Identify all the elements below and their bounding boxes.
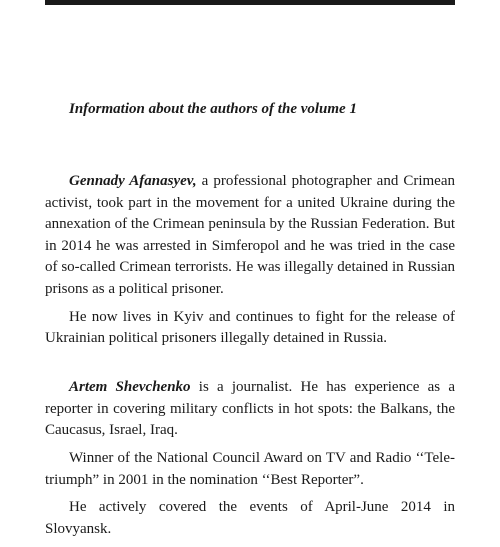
- author-bio-afanasyev: [45, 171, 455, 356]
- author-bio-shevchenko: [45, 377, 455, 547]
- bio-paragraph: He now lives in Kyiv and continues to fight for the release of Ukrainian political prisoners illegally detained in Russia.: [45, 308, 455, 347]
- bio-text: is a journalist. He has experience as a reporter in covering military conflicts in hot spots: the Balkans, the Caucasus, Israel, Iraq.: [45, 379, 455, 439]
- top-rule: [45, 0, 455, 5]
- bio-paragraph: He actively covered the events of April-June 2014 in Slovyansk.: [45, 499, 455, 537]
- bio-paragraph: [45, 171, 455, 301]
- bio-paragraph: Winner of the National Council Award on TV and Radio ‘‘Tele-triumph” in 2001 in the nomination ‘‘Best Reporter”.: [45, 449, 455, 488]
- bio-paragraph: [45, 377, 455, 442]
- author-name: Artem Shevchenko: [69, 379, 191, 395]
- section-heading: Information about the authors of the volume 1: [69, 101, 357, 117]
- bio-text: a professional photographer and Crimean activist, took part in the movement for a united Ukraine during the annexation of the Crimean peninsula by the Russian Federation. But in 2014 he was arrested in Simferopol and he was tried in the case of so-called Crimean terrorists. He was illegally detained in Russian prisons as a political prisoner.: [45, 173, 455, 297]
- author-name: Gennady Afanasyev,: [69, 173, 197, 189]
